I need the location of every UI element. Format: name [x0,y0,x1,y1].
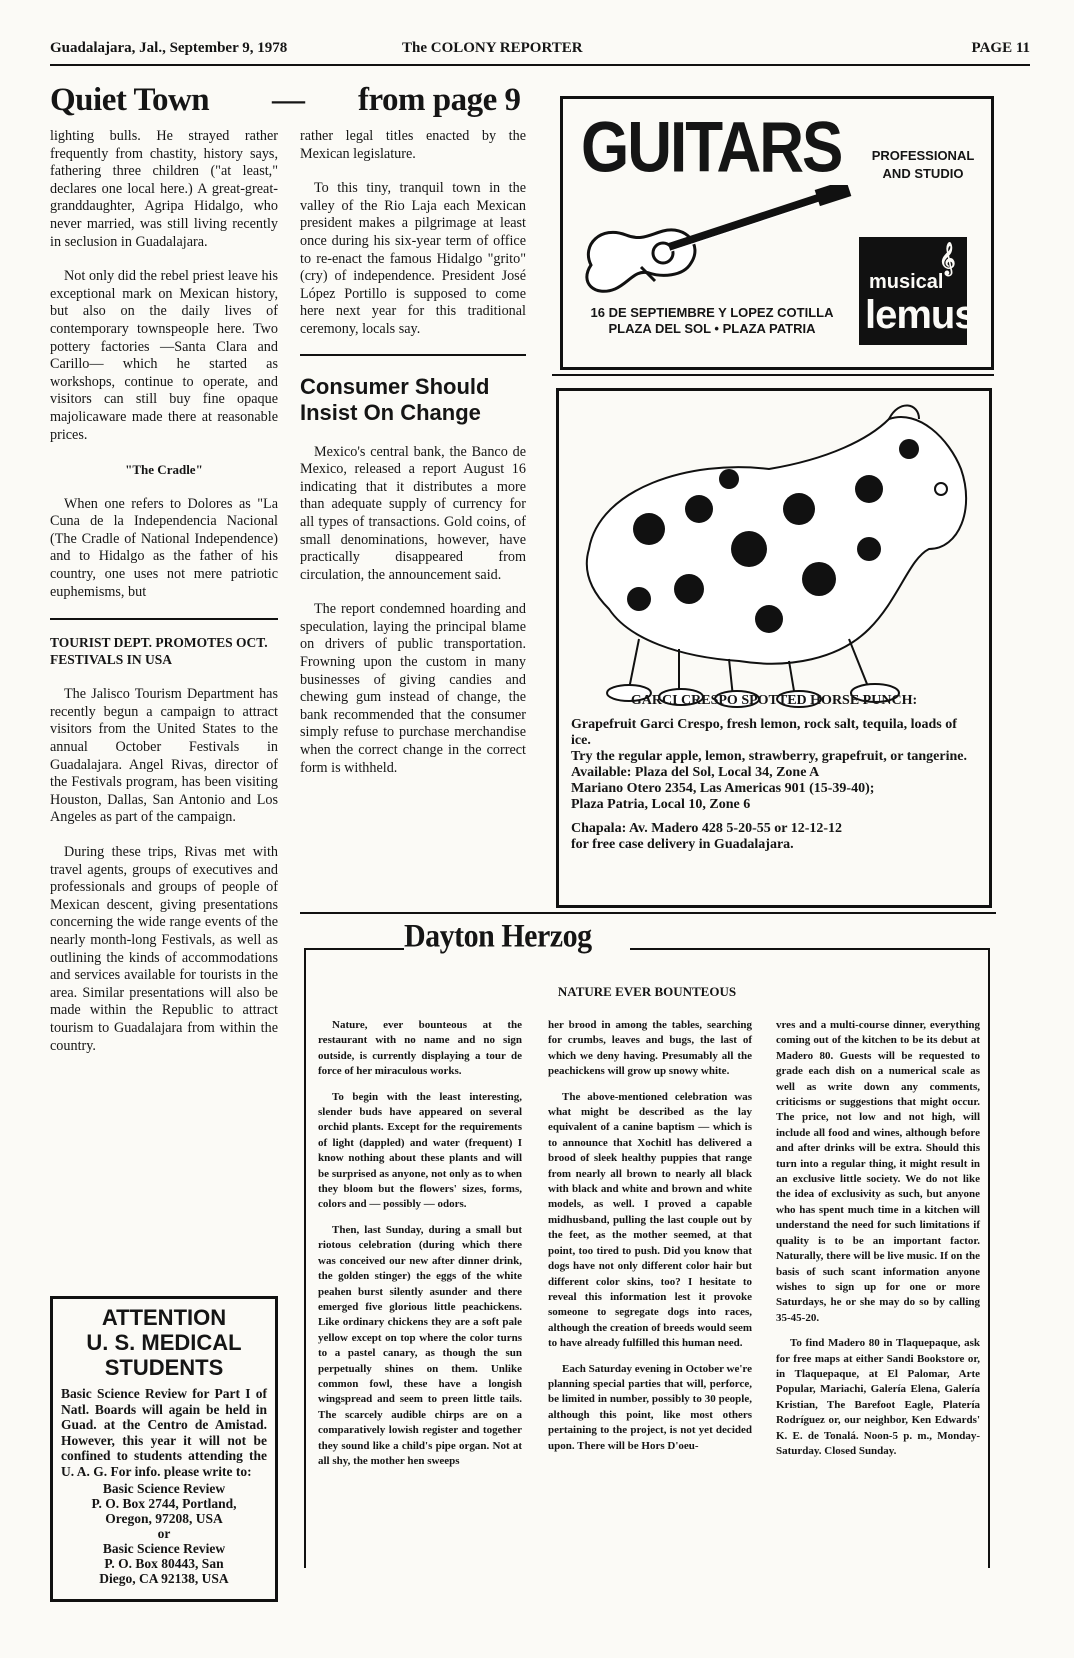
dayton-c2-p1: her brood in among the tables, searching for crumbs, leaves and bugs, the last of which we deny having. Presumably all the peachickens will grow up snowy white. [548,1019,752,1078]
dayton-subtitle: NATURE EVER BOUNTEOUS [557,984,737,999]
lemus-brand1: musical [869,271,944,293]
dateline: Guadalajara, Jal., September 9, 1978 [50,40,288,56]
dayton-c1-p1: Nature, ever bounteous at the restaurant with no name and no sign outside, is currently displaying a tour de force of her miraculous works. [318,1019,522,1078]
guitars-tag1: PROFESSIONAL [871,148,975,163]
page-number: PAGE 11 [971,40,1030,56]
divider [552,374,994,376]
quiet-town-col2-p1: rather legal titles enacted by the Mexican legislature. [300,128,526,162]
cradle-text: When one refers to Dolores as "La Cuna de la Independencia Nacional (The Cradle of National Independence) and to Hidalgo as the father of his country, one uses not mere patriotic euphemisms, but [50,495,278,600]
guitars-ad [560,96,994,370]
header-rule [50,64,1030,66]
garci-l4: Mariano Otero 2354, Las Americas 901 (15-39-40); [571,781,875,796]
dayton-col-3 [776,1018,980,1469]
attention-or: or [157,1526,171,1541]
tourist-p2: During these trips, Rivas met with travel agents, groups of executives and professionals and groups of people of Mexican descent, giving presentations concerning the wide range events of the nearly month-long Festivals, as well as outlining the kinds of accommodations and services available for tourists in the area. Similar presentations will also be made within the Republic to attract tourism to Guadalajara from within the country. [50,844,278,1054]
tourist-p1: The Jalisco Tourism Department has recently begun a campaign to attract visitors from the United States to the annual October Festivals in Guadalajara. Angel Rivas, director of the Festivals program, has been visiting Houston, Dallas, San Antonio and Los Angeles as part of the campaign. [50,686,278,826]
dayton-col-2 [548,1018,752,1464]
dayton-col-1 [318,1018,522,1479]
guitar-icon [571,185,861,315]
garci-l1: Grapefruit Garci Crespo, fresh lemon, rock salt, tequila, loads of ice. [571,717,957,748]
quiet-town-col1-p2: Not only did the rebel priest leave his exceptional mark on Mexican history, but also on the daily lives of contemporary townspeople here. Two pottery factories —Santa Clara and Carillo— which he started as workshops, continue to operate, and visitors can still buy fine opaque majolicaware made there at reasonable prices. [50,268,278,443]
quiet-town-col1-p1: lighting bulls. He strayed rather frequently from chastity, history says, fathering three children ("at least," declares one local here.) A great-great-granddaughter, Agripa Hidalgo, who never married, was still living recently in seclusion in Guadalajara. [50,128,278,250]
garci-l7: for free case delivery in Guadalajara. [571,837,794,852]
box-right [988,948,990,1568]
garci-l3: Available: Plaza del Sol, Local 34, Zone A [571,765,820,780]
guitars-title: GUITARS [581,108,842,188]
divider [50,618,278,620]
tourist-head: TOURIST DEPT. PROMOTES OCT. FESTIVALS IN USA [50,635,268,668]
garci-l2: Try the regular apple, lemon, strawberry, grapefruit, or tangerine. [571,749,967,764]
divider [300,354,526,356]
attention-addr4: Basic Science Review [102,1541,226,1556]
divider [300,912,996,914]
newspaper-name: The COLONY REPORTER [402,40,583,56]
attention-l3: STUDENTS [104,1355,224,1380]
attention-l1: ATTENTION [101,1305,227,1330]
dayton-c2-p3: Each Saturday evening in October we're planning special parties that will, perforce, be limited in number, possibly to 30 people, although this point, like most others pertaining to the project, is not yet decided upon. There will be Hors D'oeu- [548,1362,752,1452]
attention-addr6: Diego, CA 92138, USA [99,1571,229,1586]
garci-l6: Chapala: Av. Madero 428 5-20-55 or 12-12-12 [571,821,843,836]
guitars-addr1: 16 DE SEPTIEMBRE Y LOPEZ COTILLA [590,305,834,320]
title-rule-left [304,948,404,950]
guitars-tag2: AND STUDIO [882,166,964,181]
spotted-horse-illustration [569,399,979,709]
dayton-c3-p2: To find Madero 80 in Tlaquepaque, ask for free maps at either Sandi Bookstore or, in Tlaquepaque, at El Palomar, Arte Popular, Mariachi, Galería Elena, Galería Kristian, The Barefoot Eagle, Platería Rodríguez or, our neighbor, Ken Edwards' K. E. de Tonalá. Noon-5 p. m., Monday-Saturday. Closed Sunday. [776,1337,980,1457]
lemus-logo [859,237,976,345]
quiet-town-col2-p2: To this tiny, tranquil town in the valley of the Rio Laja each Mexican president makes a pilgrimage at least once during his six-year term of office to re-enact the famous Hidalgo "grito" (cry) of independence. President José López Portillo is supposed to come here next year for this traditional ceremony, locals say. [300,180,526,337]
cradle-subhead: "The Cradle" [125,462,203,478]
dayton-c2-p2: The above-mentioned celebration was what might be described as the lay equivalent of a canine baptism — which is to announce that Xochitl has delivered a brood of sleek healthy puppies that range from nearly all brown to nearly all black with black and white and brown and white models, as well. I proved a capable midhusband, pulling the last couple out by the feet, as the mother seemed, at that point, too tired to push. Did you know that dogs have not only different color hair but different color skins, too? I hesitate to reveal this information lest it provoke someone to segregate dogs into races, although the creation of breeds would seem to have already fulfilled this human need. [548,1090,752,1350]
garci-head: GARCI CRESPO SPOTTED HORSE PUNCH: [630,693,918,708]
column-1 [50,128,278,1072]
consumer-p1: Mexico's central bank, the Banco de Mexico, released a report August 16 indicating that it distributes a more than adequate supply of currency for all types of transactions. Gold coins, of small denominations, however, have practically disappeared from circulation, the announcement said. [300,443,526,583]
quiet-town-from: from page 9 [358,82,521,118]
attention-addr1: Basic Science Review [102,1481,226,1496]
attention-ad [50,1296,278,1602]
garci-l5: Plaza Patria, Local 10, Zone 6 [571,797,751,812]
garci-crespo-ad [556,388,992,908]
attention-body: Basic Science Review for Part I of Natl. Boards will again be held in Guad. at the Centro de Amistad. However, this year it will not be confined to students attending the U. A. G. For info. please write to: [61,1386,267,1479]
consumer-title-1: Consumer Should [300,373,490,399]
dayton-title: Dayton Herzog [404,918,592,955]
title-rule-right [630,948,990,950]
guitars-addr2: PLAZA DEL SOL • PLAZA PATRIA [608,321,816,336]
box-left [304,948,306,1568]
column-2 [300,128,526,794]
lemus-brand2: lemus [865,293,976,337]
treble-clef-icon: 𝄞 [939,243,956,274]
quiet-town-title: Quiet Town [50,82,210,118]
attention-addr3: Oregon, 97208, USA [105,1511,223,1526]
attention-addr2: P. O. Box 2744, Portland, [91,1496,237,1511]
attention-l2: U. S. MEDICAL [86,1330,242,1355]
headline-dash: — [272,82,305,118]
attention-addr5: P. O. Box 80443, San [104,1556,224,1571]
dayton-c3-p1: vres and a multi-course dinner, everything coming out of the kitchen to be its debut at Madero 80. Guests will be requested to grade each dish on a numerical scale as well as write down any comments, criticisms or suggestions that might occur. The price, not low and not high, will include all food and wines, although before and after drinks will be extra. Should this turn into a regular thing, it might result in an exclusive little society. We do not like the idea of exclusivity as such, but anyone who has spent much time in a kitchen will understand the need for such limitations if quality is to be an important factor. Naturally, there will be live music. If on the basis of such scant information anyone wishes to sign up for one or more Saturdays, he or she may do so by calling 35-45-20. [776,1019,980,1324]
consumer-title-2: Insist On Change [300,399,481,425]
consumer-p2: The report condemned hoarding and speculation, laying the principal blame on drivers of public transportation. Frowning upon the custom in many businesses of giving candies and chewing gum instead of change, the bank recommended that the consumer simply refuse to purchase merchandise when the correct change in the correct form is withheld. [300,601,526,776]
dayton-c1-p2: To begin with the least interesting, slender buds have appeared on several orchid plants. Except for the requirements of light (dappled) and water (frequent) I know nothing about these plants and will be surprised as anyone, not only as to when they bloom but the flowers' sizes, forms, colors and — possibly — odors. [318,1090,522,1211]
dayton-c1-p3: Then, last Sunday, during a small but riotous celebration (during which there was conceived our new after dinner drink, the golden stinger) the eggs of the white peahen burst silently asunder and there emerged five glorious little peachickens. Like ordinary chickens they are a soft pale yellow except on top where the color turns to a pastel canary, as though the sun perpetually shines on them. Unlike common fowl, these have a longish wingspread and seem to preen little tails. The scarcely audible chirps are on a comparatively lowish register and together they sound like a child's pipe organ. Not at all shy, the mother hen sweeps [318,1223,522,1467]
page-header [50,40,1030,62]
